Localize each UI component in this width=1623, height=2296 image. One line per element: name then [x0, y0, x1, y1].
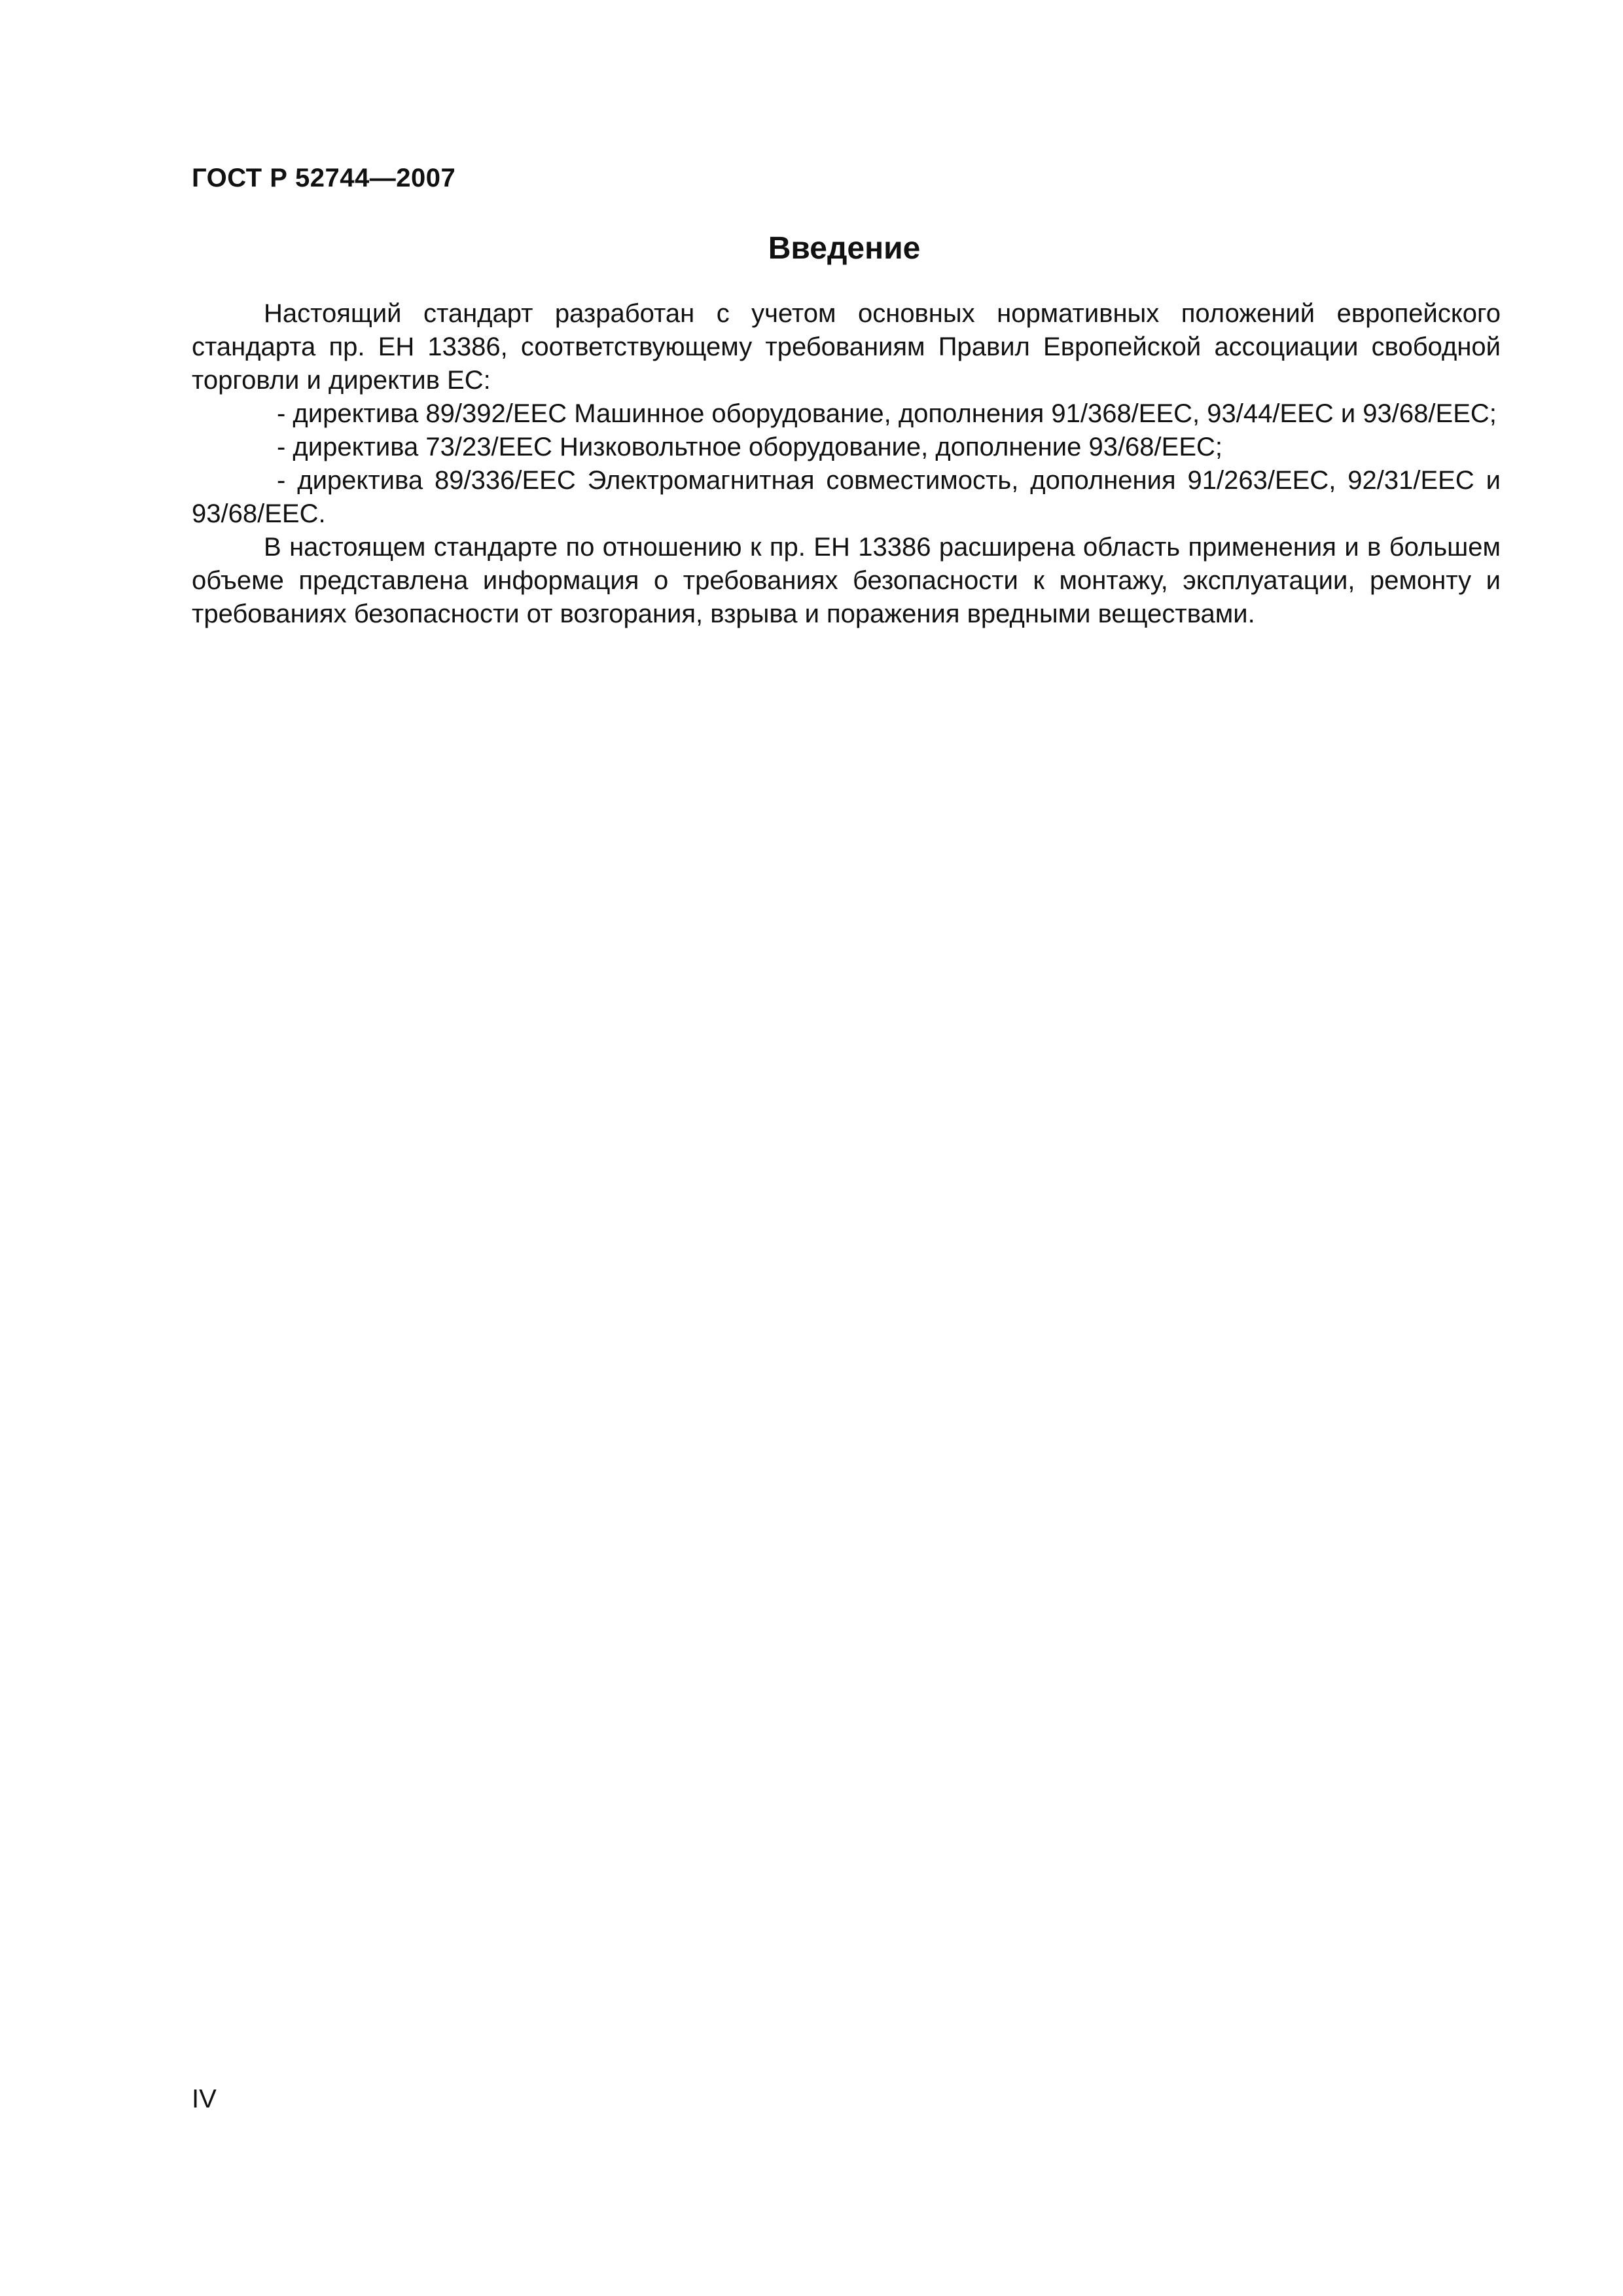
intro-paragraph: Настоящий стандарт разработан с учетом основных нормативных положений европейского стандарта пр. ЕН 13386, соответствующему требованиям Правил Европейской ассоциации свободной торговли и директив ЕС: — [192, 299, 1501, 395]
directive-item: - директива 89/392/ЕЕС Машинное оборудование, дополнения 91/368/ЕЕС, 93/44/ЕЕС и 93/68/ЕЕС; — [277, 399, 1497, 428]
scope-paragraph: В настоящем стандарте по отношению к пр. ЕН 13386 расширена область применения и в большем объеме представлена информация о требованиях безопасности к монтажу, эксплуатации, ремонту и требованиях безопасности от возгорания, взрыва и поражения вредными веществами. — [192, 533, 1501, 628]
directive-item: - директива 73/23/ЕЕС Низковольтное оборудование, дополнение 93/68/ЕЕС; — [277, 433, 1223, 461]
section-title: Введение — [768, 231, 921, 266]
document-body — [192, 297, 1501, 631]
page-number: IV — [192, 2085, 217, 2113]
directive-item: - директива 89/336/ЕЕС Электромагнитная совместимость, дополнения 91/263/ЕЕС, 92/31/ЕЕС и 93/68/ЕЕС. — [192, 466, 1501, 528]
document-header: ГОСТ Р 52744—2007 — [192, 164, 456, 192]
